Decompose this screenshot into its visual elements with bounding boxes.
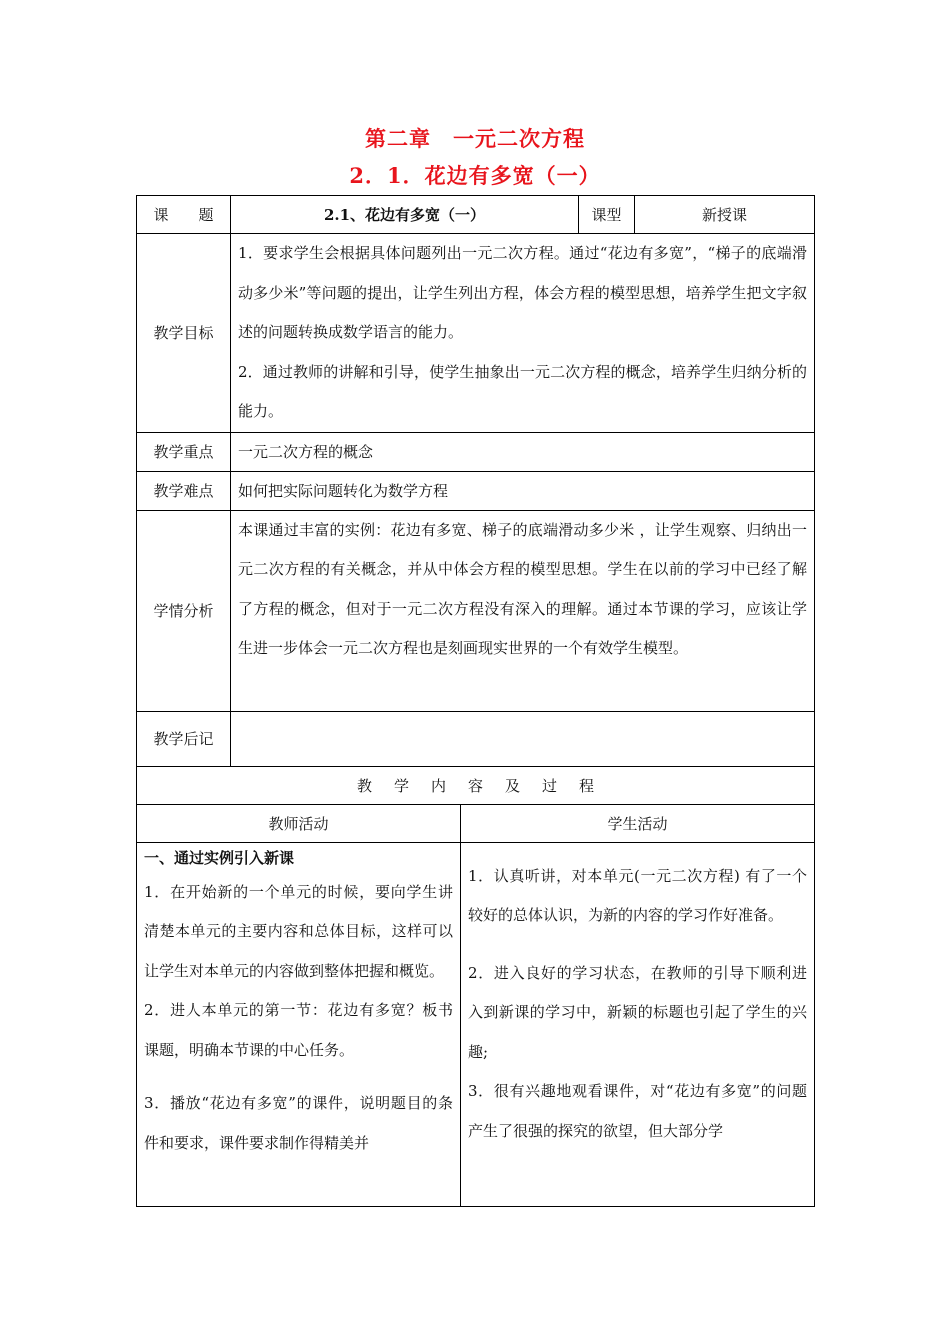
process-title-cell: [137, 766, 815, 804]
key-value: 一元二次方程的概念: [231, 432, 815, 471]
process-title-row: [137, 766, 815, 804]
difficulty-row: [137, 471, 815, 510]
key-row: [137, 432, 815, 471]
notes-row: [137, 711, 815, 766]
analysis-label: 学情分析: [137, 510, 231, 711]
spacer: [468, 843, 807, 857]
topic-row: [137, 196, 815, 234]
goal-item: 1．要求学生会根据具体问题列出一元二次方程。通过“花边有多宽”，“梯子的底端滑动多少米”等问题的提出，让学生列出方程，体会方程的模型思想，培养学生把文字叙述的问题转换成数学语言的能力。: [238, 244, 808, 341]
difficulty-value: 如何把实际问题转化为数学方程: [231, 471, 815, 510]
analysis-row: [137, 510, 815, 711]
spacer: [468, 936, 807, 954]
activity-header-row: [137, 804, 815, 842]
notes-label: 教学后记: [137, 711, 231, 766]
activity-row: [137, 842, 815, 1206]
teacher-step: 1．在开始新的一个单元的时候，要向学生讲清楚本单元的主要内容和总体目标，这样可以让学生对本单元的内容做到整体把握和概览。: [144, 882, 453, 980]
teacher-step: 2．进人本单元的第一节：花边有多宽？板书课题，明确本节课的中心任务。: [144, 1001, 453, 1059]
goals-label: 教学目标: [137, 234, 231, 433]
difficulty-label: 教学难点: [137, 471, 231, 510]
student-step: 1．认真听讲，对本单元(一元二次方程) 有了一个较好的总体认识，为新的内容的学习作好准备。: [468, 866, 808, 924]
lesson-plan-table: [136, 195, 815, 1207]
section-heading: 一、通过实例引入新课: [144, 848, 295, 867]
student-step: 2．进入良好的学习状态，在教师的引导下顺利进入到新课的学习中，新颖的标题也引起了学生的兴趣;: [468, 963, 808, 1061]
goals-cell: [231, 234, 815, 433]
student-header: 学生活动: [461, 804, 815, 842]
teacher-step: 3．播放“花边有多宽”的课件，说明题目的条件和要求，课件要求制作得精美并: [144, 1094, 453, 1152]
teacher-activities: [137, 842, 461, 1206]
key-label: 教学重点: [137, 432, 231, 471]
goals-row: [137, 234, 815, 433]
process-title: 教学内容及过程: [357, 776, 617, 795]
section-title: 2．1．花边有多宽（一）: [349, 163, 601, 188]
type-value: 新授课: [635, 196, 815, 234]
analysis-text: 本课通过丰富的实例：花边有多宽、梯子的底端滑动多少米 ，让学生观察、归纳出一元二次方程的有关概念，并从中体会方程的模型思想。学生在以前的学习中已经了解了方程的概念，但对于一元二次方程没有深入的理解。通过本节课的学习，应该让学生进一步体会一元二次方程也是刻画现实世界的一个有效学生模型。: [238, 520, 808, 657]
chapter-title: 第二章 一元二次方程: [365, 126, 585, 151]
notes-value: [231, 711, 815, 766]
student-step: 3．很有兴趣地观看课件，对“花边有多宽”的问题产生了很强的探究的欲望，但大部分学: [468, 1082, 808, 1140]
teacher-header: 教师活动: [137, 804, 461, 842]
type-label: 课型: [579, 196, 635, 234]
analysis-cell: [231, 510, 815, 711]
topic-value: 2.1、花边有多宽（一）: [231, 196, 579, 234]
spacer: [144, 1070, 453, 1084]
student-activities: [461, 842, 815, 1206]
goal-item: 2．通过教师的讲解和引导，使学生抽象出一元二次方程的概念，培养学生归纳分析的能力。: [238, 362, 808, 420]
topic-label: 课 题: [137, 196, 231, 234]
